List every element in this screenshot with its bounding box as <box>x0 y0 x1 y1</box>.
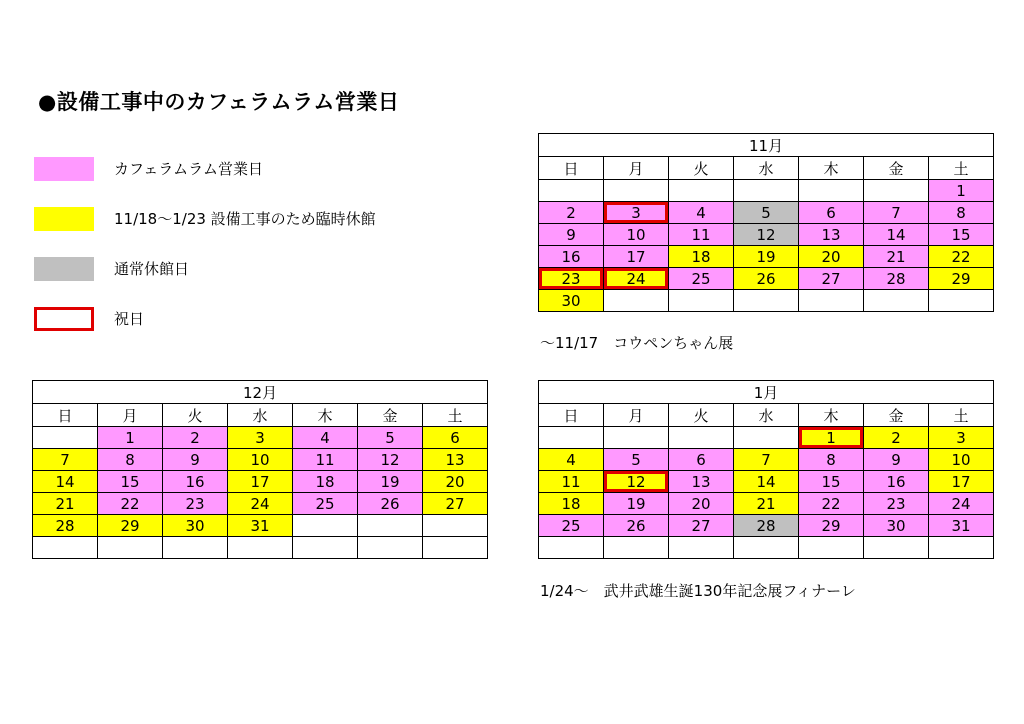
week-row <box>33 537 488 559</box>
weekday-header: 水 <box>734 157 799 180</box>
day-cell: 6 <box>669 449 734 471</box>
day-cell: 19 <box>734 246 799 268</box>
week-row <box>539 180 994 202</box>
day-cell: 1 <box>98 427 163 449</box>
week-row <box>539 427 994 449</box>
day-cell: 2 <box>864 427 929 449</box>
weekday-header: 木 <box>293 404 358 427</box>
empty-day-cell <box>799 537 864 559</box>
day-cell: 1 <box>799 427 864 449</box>
week-row <box>539 471 994 493</box>
empty-day-cell <box>799 180 864 202</box>
weekday-header: 水 <box>228 404 293 427</box>
empty-day-cell <box>864 290 929 312</box>
day-cell: 19 <box>358 471 423 493</box>
calendar-january <box>538 380 994 559</box>
day-cell: 28 <box>33 515 98 537</box>
weekday-header: 火 <box>163 404 228 427</box>
day-cell: 9 <box>539 224 604 246</box>
day-cell: 29 <box>98 515 163 537</box>
weekday-header: 土 <box>929 404 994 427</box>
day-cell: 12 <box>604 471 669 493</box>
week-row <box>33 493 488 515</box>
day-cell: 25 <box>293 493 358 515</box>
day-cell: 15 <box>98 471 163 493</box>
day-cell: 23 <box>864 493 929 515</box>
weekday-header: 日 <box>539 157 604 180</box>
day-cell: 6 <box>799 202 864 224</box>
day-cell: 25 <box>539 515 604 537</box>
day-cell: 21 <box>33 493 98 515</box>
week-row <box>539 290 994 312</box>
day-cell: 24 <box>228 493 293 515</box>
day-cell: 2 <box>539 202 604 224</box>
day-cell: 20 <box>799 246 864 268</box>
day-cell: 21 <box>864 246 929 268</box>
day-cell: 3 <box>929 427 994 449</box>
empty-day-cell <box>33 537 98 559</box>
day-cell: 2 <box>163 427 228 449</box>
legend-swatch-yellow <box>34 207 94 231</box>
day-cell: 5 <box>734 202 799 224</box>
empty-day-cell <box>734 427 799 449</box>
empty-day-cell <box>358 537 423 559</box>
legend-swatch-pink <box>34 157 94 181</box>
day-cell: 24 <box>929 493 994 515</box>
day-cell: 11 <box>539 471 604 493</box>
weekday-header: 木 <box>799 157 864 180</box>
empty-day-cell <box>669 537 734 559</box>
empty-day-cell <box>358 515 423 537</box>
empty-day-cell <box>864 537 929 559</box>
day-cell: 30 <box>539 290 604 312</box>
weekday-header: 火 <box>669 157 734 180</box>
legend-swatch-holiday <box>34 307 94 331</box>
day-cell: 3 <box>228 427 293 449</box>
empty-day-cell <box>423 537 488 559</box>
weekday-header: 火 <box>669 404 734 427</box>
day-cell: 30 <box>864 515 929 537</box>
empty-day-cell <box>604 290 669 312</box>
day-cell: 12 <box>358 449 423 471</box>
day-cell: 4 <box>539 449 604 471</box>
day-cell: 27 <box>799 268 864 290</box>
empty-day-cell <box>539 180 604 202</box>
day-cell: 10 <box>228 449 293 471</box>
day-cell: 5 <box>358 427 423 449</box>
day-cell: 15 <box>799 471 864 493</box>
day-cell: 26 <box>734 268 799 290</box>
day-cell: 30 <box>163 515 228 537</box>
weekday-header: 金 <box>864 404 929 427</box>
day-cell: 9 <box>864 449 929 471</box>
day-cell: 21 <box>734 493 799 515</box>
day-cell: 31 <box>929 515 994 537</box>
day-cell: 14 <box>734 471 799 493</box>
day-cell: 22 <box>929 246 994 268</box>
week-row <box>539 246 994 268</box>
week-row <box>539 224 994 246</box>
day-cell: 19 <box>604 493 669 515</box>
empty-day-cell <box>293 515 358 537</box>
day-cell: 7 <box>33 449 98 471</box>
weekday-header: 日 <box>539 404 604 427</box>
day-cell: 4 <box>669 202 734 224</box>
empty-day-cell <box>228 537 293 559</box>
empty-day-cell <box>98 537 163 559</box>
calendar-november <box>538 133 994 312</box>
day-cell: 14 <box>33 471 98 493</box>
week-row <box>539 493 994 515</box>
empty-day-cell <box>423 515 488 537</box>
day-cell: 17 <box>604 246 669 268</box>
calendar-table <box>538 380 994 559</box>
empty-day-cell <box>293 537 358 559</box>
week-row <box>539 537 994 559</box>
day-cell: 7 <box>734 449 799 471</box>
day-cell: 18 <box>293 471 358 493</box>
day-cell: 16 <box>539 246 604 268</box>
day-cell: 24 <box>604 268 669 290</box>
empty-day-cell <box>33 427 98 449</box>
day-cell: 18 <box>669 246 734 268</box>
weekday-header: 土 <box>423 404 488 427</box>
empty-day-cell <box>929 537 994 559</box>
calendar-note-november: ～11/17 コウペンちゃん展 <box>540 334 734 352</box>
empty-day-cell <box>799 290 864 312</box>
day-cell: 10 <box>604 224 669 246</box>
month-header: 12月 <box>33 381 488 404</box>
day-cell: 14 <box>864 224 929 246</box>
empty-day-cell <box>734 290 799 312</box>
day-cell: 27 <box>669 515 734 537</box>
empty-day-cell <box>864 180 929 202</box>
calendar-december <box>32 380 488 559</box>
day-cell: 29 <box>929 268 994 290</box>
day-cell: 1 <box>929 180 994 202</box>
legend-label: カフェラムラム営業日 <box>114 160 263 178</box>
day-cell: 26 <box>604 515 669 537</box>
week-row <box>539 268 994 290</box>
empty-day-cell <box>929 290 994 312</box>
day-cell: 13 <box>799 224 864 246</box>
day-cell: 10 <box>929 449 994 471</box>
day-cell: 20 <box>423 471 488 493</box>
day-cell: 8 <box>929 202 994 224</box>
empty-day-cell <box>734 180 799 202</box>
day-cell: 7 <box>864 202 929 224</box>
day-cell: 16 <box>864 471 929 493</box>
day-cell: 13 <box>669 471 734 493</box>
day-cell: 23 <box>163 493 228 515</box>
weekday-header: 水 <box>734 404 799 427</box>
weekday-header: 月 <box>604 157 669 180</box>
weekday-header: 月 <box>98 404 163 427</box>
day-cell: 31 <box>228 515 293 537</box>
day-cell: 15 <box>929 224 994 246</box>
day-cell: 27 <box>423 493 488 515</box>
empty-day-cell <box>539 537 604 559</box>
day-cell: 17 <box>929 471 994 493</box>
day-cell: 8 <box>799 449 864 471</box>
empty-day-cell <box>604 537 669 559</box>
calendar-note-january: 1/24～ 武井武雄生誕130年記念展フィナーレ <box>540 582 856 600</box>
legend-label: 通常休館日 <box>114 260 190 278</box>
week-row <box>33 449 488 471</box>
day-cell: 12 <box>734 224 799 246</box>
day-cell: 3 <box>604 202 669 224</box>
empty-day-cell <box>669 427 734 449</box>
week-row <box>33 471 488 493</box>
day-cell: 13 <box>423 449 488 471</box>
legend-label: 祝日 <box>114 310 145 328</box>
day-cell: 28 <box>864 268 929 290</box>
weekday-header: 金 <box>864 157 929 180</box>
empty-day-cell <box>539 427 604 449</box>
day-cell: 23 <box>539 268 604 290</box>
weekday-header: 日 <box>33 404 98 427</box>
week-row <box>33 427 488 449</box>
empty-day-cell <box>604 180 669 202</box>
day-cell: 18 <box>539 493 604 515</box>
day-cell: 11 <box>293 449 358 471</box>
week-row <box>539 515 994 537</box>
month-header: 1月 <box>539 381 994 404</box>
day-cell: 26 <box>358 493 423 515</box>
day-cell: 25 <box>669 268 734 290</box>
day-cell: 5 <box>604 449 669 471</box>
empty-day-cell <box>669 290 734 312</box>
day-cell: 16 <box>163 471 228 493</box>
day-cell: 29 <box>799 515 864 537</box>
empty-day-cell <box>734 537 799 559</box>
legend-label: 11/18～1/23 設備工事のため臨時休館 <box>114 210 376 228</box>
empty-day-cell <box>163 537 228 559</box>
day-cell: 4 <box>293 427 358 449</box>
day-cell: 28 <box>734 515 799 537</box>
calendar-table <box>538 133 994 312</box>
day-cell: 17 <box>228 471 293 493</box>
calendar-table <box>32 380 488 559</box>
legend-swatch-gray <box>34 257 94 281</box>
empty-day-cell <box>669 180 734 202</box>
day-cell: 11 <box>669 224 734 246</box>
page-title: ●設備工事中のカフェラムラム営業日 <box>38 90 400 114</box>
weekday-header: 金 <box>358 404 423 427</box>
week-row <box>33 515 488 537</box>
weekday-header: 土 <box>929 157 994 180</box>
empty-day-cell <box>604 427 669 449</box>
weekday-header: 木 <box>799 404 864 427</box>
month-header: 11月 <box>539 134 994 157</box>
day-cell: 22 <box>799 493 864 515</box>
week-row <box>539 449 994 471</box>
day-cell: 20 <box>669 493 734 515</box>
day-cell: 6 <box>423 427 488 449</box>
day-cell: 22 <box>98 493 163 515</box>
day-cell: 9 <box>163 449 228 471</box>
week-row <box>539 202 994 224</box>
day-cell: 8 <box>98 449 163 471</box>
weekday-header: 月 <box>604 404 669 427</box>
